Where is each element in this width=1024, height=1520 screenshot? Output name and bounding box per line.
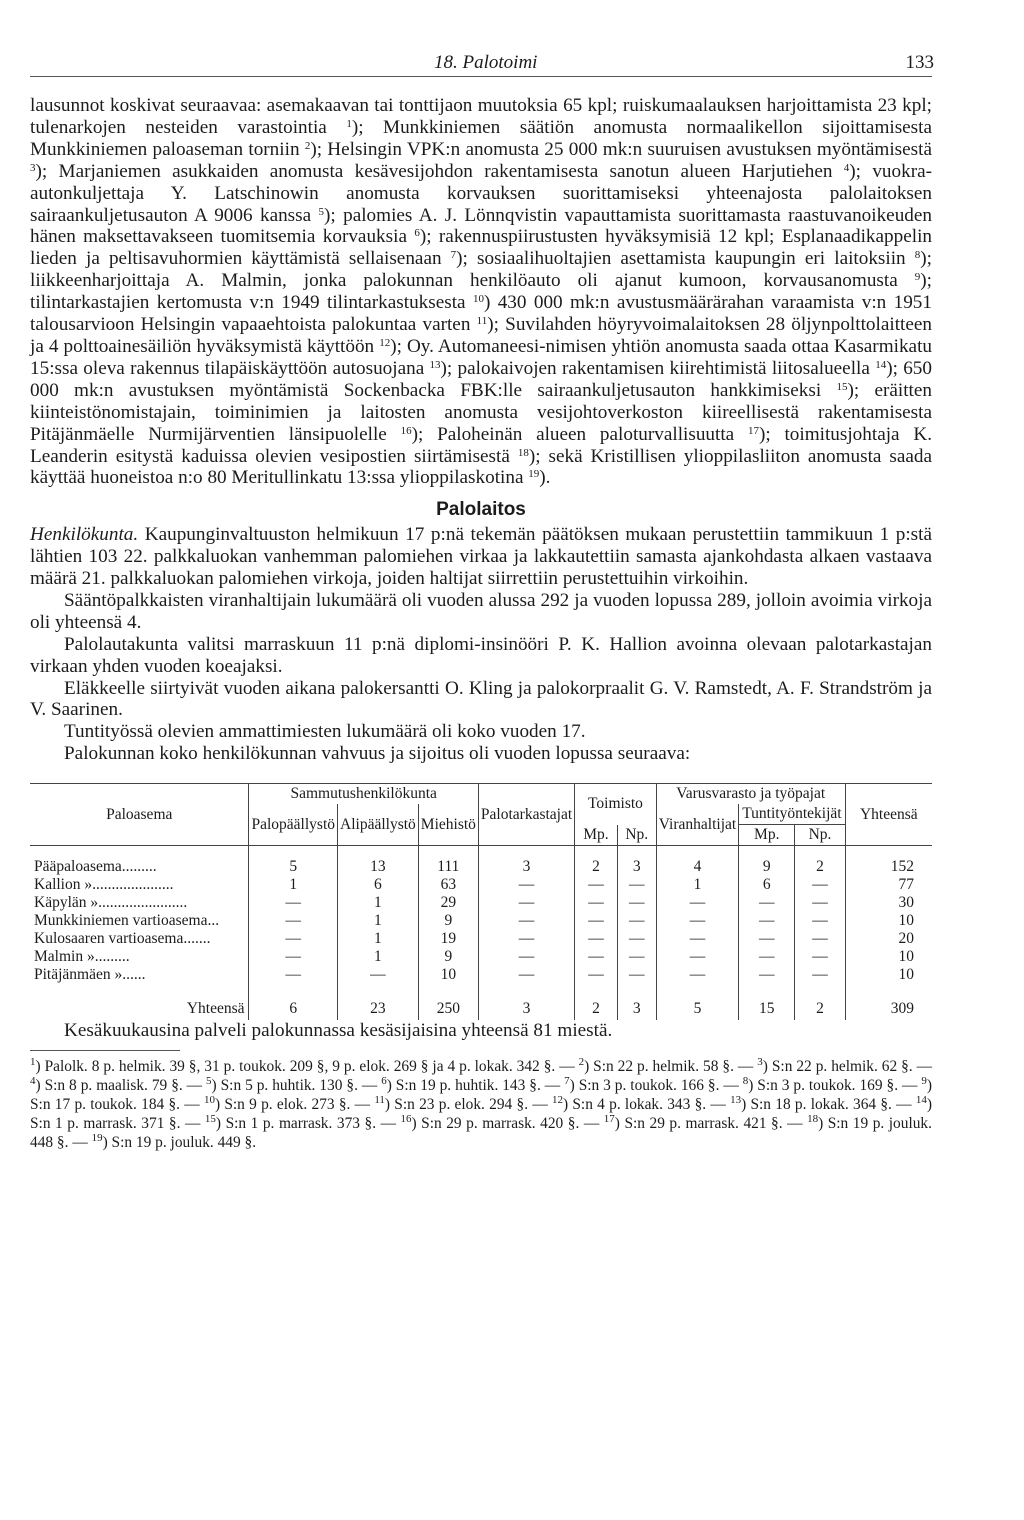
document-body — [30, 95, 932, 1152]
table-cell: 2 — [795, 846, 845, 877]
section-paragraph — [30, 524, 932, 590]
table-cell: — — [656, 966, 738, 984]
table-cell-total: 30 — [898, 894, 914, 912]
table-cell-total: 10 — [898, 948, 914, 966]
intro-text: ); liikkeenharjoittaja A. Malmin, jonka palokunnan henkilöauto oli ajanut kumoon, korvausanomusta — [30, 248, 932, 292]
table-cell: — — [739, 966, 795, 984]
header-group-varus: Varusvarasto ja työpajat — [656, 784, 845, 805]
table-cell: — — [795, 948, 845, 966]
sum-cell: 2 — [575, 984, 618, 1020]
table-cell-total: 77 — [898, 876, 914, 894]
table-row — [30, 894, 932, 912]
sum-cell: 5 — [656, 984, 738, 1020]
table-cell: 13 — [338, 846, 419, 877]
footnote-ref: 9 — [914, 271, 921, 284]
footnote-ref: 8 — [914, 249, 921, 262]
section-heading: Palolaitos — [436, 499, 526, 521]
header-toimisto-mp: Mp. — [575, 825, 618, 846]
table-cell: — — [739, 948, 795, 966]
table-cell: 1 — [338, 912, 419, 930]
table-cell: 2 — [575, 846, 618, 877]
table-cell: — — [478, 894, 574, 912]
header-alipaallysto: Alipäällystö — [338, 804, 419, 846]
sum-cell: 3 — [478, 984, 574, 1020]
header-palotarkastajat: Palotarkastajat — [478, 784, 574, 846]
sum-cell: 2 — [795, 984, 845, 1020]
table-cell: 1 — [656, 876, 738, 894]
table-cell: 1 — [338, 930, 419, 948]
section-paragraph: Tuntityössä olevien ammattimiesten lukumäärä oli koko vuoden 17. — [64, 721, 586, 743]
summer-note: Kesäkuukausina palveli palokunnassa kesäsijaisina yhteensä 81 miestä. — [64, 1020, 613, 1042]
sum-cell: 23 — [338, 984, 419, 1020]
intro-text: ); Marjaniemen asukkaiden anomusta kesävesijohdon rakentamisesta sanotun alueen Harjutiehen — [35, 160, 844, 182]
intro-text: ); tilintarkastajien kertomusta v:n 1949 tilintarkastuksesta — [30, 270, 932, 314]
intro-text: ); eräitten kiinteistönomistajain, toiminimien ja laitosten anomusta vesijohtoverkoston kiireellisestä rakentamisesta Pitäjänmäelle Nurmijärventien länsipuolelle — [30, 379, 932, 445]
row-label: Pääpaloasema......... — [30, 846, 249, 877]
intro-paragraph — [30, 95, 932, 489]
section-paragraph: Sääntöpalkkaisten viranhaltijain lukumäärä oli vuoden alussa 292 ja vuoden lopussa 289, jolloin avoimia virkoja oli yhteensä 4. — [30, 589, 932, 633]
table-cell: 9 — [739, 846, 795, 877]
table-cell: — — [617, 876, 656, 894]
paragraph-text: Kaupunginvaltuuston helmikuun 17 p:nä tekemän päätöksen mukaan perustettiin tammikuun 1 p:stä lähtien 103 22. palkkaluokan vanhemman palomiehen virkaa ja lakkautettiin samasta ajankohdasta alkaen vastaava määrä 21. palkkaluokan palomiehen virkoja, joiden haltijat siirrettiin perustettuihin virkoihin. — [30, 524, 932, 590]
intro-text: ); Oy. Automaneesi-nimisen yhtiön anomusta saada ottaa Kasarmikatu 15:ssa oleva rakennus tilapäiskäyttöön autosuojana — [30, 335, 932, 379]
footnote-divider — [30, 1050, 180, 1051]
footnote-ref: 1 — [346, 117, 352, 130]
table-cell: 9 — [418, 912, 478, 930]
table-cell-total: 152 — [890, 858, 914, 876]
table-cell: — — [656, 930, 738, 948]
table-cell: — — [795, 930, 845, 948]
table-row — [30, 930, 932, 948]
table-cell: 10 — [418, 966, 478, 984]
sum-cell: 3 — [617, 984, 656, 1020]
table-cell: — — [795, 912, 845, 930]
table-row — [30, 912, 932, 930]
table-cell: 6 — [739, 876, 795, 894]
header-station: Paloasema — [30, 784, 249, 846]
table-cell: — — [795, 876, 845, 894]
table-sum-row — [30, 984, 932, 1020]
table-cell: — — [575, 966, 618, 984]
header-total: Yhteensä — [845, 784, 932, 846]
footnote-ref: 6 — [414, 227, 420, 240]
table-cell: — — [617, 912, 656, 930]
footnote-ref: 13 — [429, 358, 441, 371]
footnote-ref: 16 — [400, 424, 412, 437]
intro-text: ); sosiaalihuoltajien asettamista kaupungin eri laitoksiin — [456, 248, 915, 270]
table-cell: — — [739, 894, 795, 912]
footnote-ref: 11 — [476, 315, 488, 328]
intro-text: ) 430 000 mk:n avustusmäärärahan varaamista v:n 1951 talousarvioon Helsingin vapaaehtoista palokuntaa varten — [30, 292, 932, 336]
table-cell-total: 10 — [898, 912, 914, 930]
table-cell: — — [575, 948, 618, 966]
table-cell: — — [338, 966, 419, 984]
footnote-ref: 17 — [747, 424, 759, 437]
sum-label: Yhteensä — [30, 984, 249, 1020]
table-cell: 19 — [418, 930, 478, 948]
row-label: Kulosaaren vartioasema....... — [30, 930, 249, 948]
footnote-ref: 3 — [30, 161, 36, 174]
table-cell: — — [795, 894, 845, 912]
table-cell-total: 10 — [898, 966, 914, 984]
intro-text: ); Paloheinän alueen paloturvallisuutta — [411, 423, 748, 445]
footnotes: $^1$) Palolk. 8 p. helmik. 39 §, 31 p. toukok. 209 §, 9 p. elok. 269 § ja 4 p. lokak. 342 §. — $^2$) S:n 22 p. helmik. 58 §. — $^3$) S:n 22 p. helmik. 62 §. — $^4$) S:n 8 p. maalisk. 79 §. — $^5$) S:n 5 p. huhtik. 130 §. — $^6$) S:n 19 p. huhtik. 143 §. — $^7$) S:n 3 p. toukok. 166 §. — $^8$) S:n 3 p. toukok. 169 §. — $^9$) S:n 17 p. toukok. 184 §. — $^{10}$) S:n 9 p. elok. 273 §. — $^{11}$) S:n 23 p. elok. 294 §. — $^{12}$) S:n 4 p. lokak. 343 §. — $^{13}$) S:n 18 p. lokak. 364 §. — $^{14}$) S:n 1 p. marrask. 371 §. — $^{15}$) S:n 1 p. marrask. 373 §. — $^{16}$) S:n 29 p. marrask. 420 §. — $^{17}$) S:n 29 p. marrask. 421 §. — $^{18}$) S:n 19 p. jouluk. 448 §. — $^{19}$) S:n 19 p. jouluk. 449 §. — [30, 1056, 933, 1152]
table-cell: — — [478, 912, 574, 930]
table-cell: 29 — [418, 894, 478, 912]
lead-italic: Henkilökunta. — [30, 524, 139, 546]
intro-text: ). — [539, 467, 551, 489]
footnote-ref: 10 — [472, 293, 484, 306]
table-cell: — — [249, 930, 338, 948]
intro-text: ); palomies A. J. Lönnqvistin vapauttamista suorittamasta raastuvanoikeuden hänen maksettavakseen tuomitsemia korvauksia — [30, 204, 932, 248]
page-number: 133 — [905, 52, 934, 73]
table-row — [30, 948, 932, 966]
table-cell: 6 — [338, 876, 419, 894]
staff-table — [30, 783, 932, 1020]
table-cell: — — [478, 930, 574, 948]
table-cell: — — [575, 894, 618, 912]
header-tunti-mp: Mp. — [739, 825, 795, 846]
footnote-ref: 7 — [450, 249, 457, 262]
table-cell: — — [617, 930, 656, 948]
footnote-ref: 18 — [517, 446, 529, 459]
table-cell: — — [249, 912, 338, 930]
intro-text: ); palokaivojen rakentamisen kiirehtimistä liitosalueella — [440, 357, 876, 379]
table-cell: — — [478, 876, 574, 894]
table-row — [30, 876, 932, 894]
footnote-ref: 19 — [528, 468, 540, 481]
table-cell: — — [575, 930, 618, 948]
running-header — [30, 52, 932, 77]
table-cell: — — [478, 966, 574, 984]
table-cell: 111 — [418, 846, 478, 877]
table-cell: 5 — [249, 846, 338, 877]
table-cell: — — [656, 948, 738, 966]
header-tunti-np: Np. — [795, 825, 845, 846]
intro-text: ); vuokra-autonkuljettaja Y. Latschinowin anomusta korvauksen suorittamiseksi yhteenajosta palolaitoksen sairaankuljetusauton A 9006 kanssa — [30, 160, 932, 226]
table-cell: — — [575, 912, 618, 930]
header-group-toimisto: Toimisto — [575, 784, 657, 825]
table-cell: 4 — [656, 846, 738, 877]
section-paragraph: Palokunnan koko henkilökunnan vahvuus ja sijoitus oli vuoden lopussa seuraava: — [64, 743, 691, 765]
table-cell: — — [575, 876, 618, 894]
table-row — [30, 846, 932, 877]
sum-cell: 6 — [249, 984, 338, 1020]
intro-text: ); Munkkiniemen säätiön anomusta normaalikellon sijoittamisesta Munkkiniemen paloaseman torniin — [30, 116, 932, 160]
table-cell: 9 — [418, 948, 478, 966]
header-viranhaltijat: Viranhaltijat — [656, 804, 738, 846]
table-cell: — — [739, 930, 795, 948]
intro-text: lausunnot koskivat seuraavaa: asemakaavan tai tonttijaon muutoksia 65 kpl; ruiskumaalauksen harjoittamista 23 kpl; tulenarkojen nesteiden varastointia — [30, 95, 932, 138]
table-cell: — — [249, 948, 338, 966]
footnote-ref: 4 — [843, 161, 850, 174]
header-tuntityontekijat: Tuntityöntekijät — [739, 804, 845, 825]
table-cell: — — [656, 912, 738, 930]
footnote-ref: 15 — [836, 380, 848, 393]
section-paragraph: Palolautakunta valitsi marraskuun 11 p:nä diplomi-insinööri P. K. Hallion avoinna olevaan palotarkastajan virkaan yhden vuoden koeajaksi. — [30, 633, 932, 677]
table-cell: 1 — [249, 876, 338, 894]
table-cell: — — [739, 912, 795, 930]
intro-text: ); 650 000 mk:n avustuksen myöntämistä Sockenbacka FBK:lle sairaankuljetusauton hankkimiseksi — [30, 357, 932, 401]
row-label: Pitäjänmäen »...... — [30, 966, 249, 984]
footnote-ref: 12 — [379, 336, 391, 349]
chapter-title: 18. Palotoimi — [434, 52, 538, 73]
row-label: Malmin »......... — [30, 948, 249, 966]
intro-text: ); Helsingin VPK:n anomusta 25 000 mk:n suuruisen avustuksen myöntämisestä — [310, 138, 932, 160]
table-cell: — — [249, 894, 338, 912]
footnote-ref: 5 — [318, 205, 325, 218]
table-cell: — — [656, 894, 738, 912]
table-cell: — — [795, 966, 845, 984]
sum-cell-total: 309 — [890, 1000, 914, 1018]
header-toimisto-np: Np. — [617, 825, 656, 846]
row-label: Kallion »..................... — [30, 876, 249, 894]
header-group-sammutus: Sammutushenkilökunta — [249, 784, 478, 805]
table-cell: 3 — [478, 846, 574, 877]
sum-cell: 15 — [739, 984, 795, 1020]
table-cell: 1 — [338, 894, 419, 912]
footnote-ref: 2 — [304, 139, 311, 152]
row-label: Käpylän »....................... — [30, 894, 249, 912]
table-cell-total: 20 — [898, 930, 914, 948]
table-cell: — — [249, 966, 338, 984]
footnote-ref: 14 — [875, 358, 887, 371]
intro-text: ); Suvilahden höyryvoimalaitoksen 28 öljynpolttolaitteen ja 4 polttoainesäiliön hyväksymistä käyttöön — [30, 314, 932, 357]
table-cell: 63 — [418, 876, 478, 894]
table-cell: — — [617, 894, 656, 912]
sum-cell: 250 — [418, 984, 478, 1020]
header-miehisto: Miehistö — [418, 804, 478, 846]
header-palopaallysto: Palopäällystö — [249, 804, 338, 846]
table-row — [30, 966, 932, 984]
section-paragraph: Eläkkeelle siirtyivät vuoden aikana palokersantti O. Kling ja palokorpraalit G. V. Ramstedt, A. F. Strandström ja V. Saarinen. — [30, 677, 932, 721]
table-cell: — — [617, 966, 656, 984]
intro-text: ); rakennuspiirustusten hyväksymisiä 12 kpl; Esplanaadikappelin lieden ja peltisavuhormien käyttämistä sellaisenaan — [30, 226, 932, 270]
table-cell: 3 — [617, 846, 656, 877]
intro-text: ); sekä Kristillisen ylioppilasliiton anomusta saada käyttää huoneistoa n:o 80 Meritullinkatu 13:ssa ylioppilaskotina — [30, 445, 932, 489]
table-cell: 1 — [338, 948, 419, 966]
table-cell: — — [478, 948, 574, 966]
row-label: Munkkiniemen vartioasema... — [30, 912, 249, 930]
table-cell: — — [617, 948, 656, 966]
intro-text: ); toimitusjohtaja K. Leanderin esitystä kaduissa olevien vesipostien siirtämisestä — [30, 423, 932, 467]
